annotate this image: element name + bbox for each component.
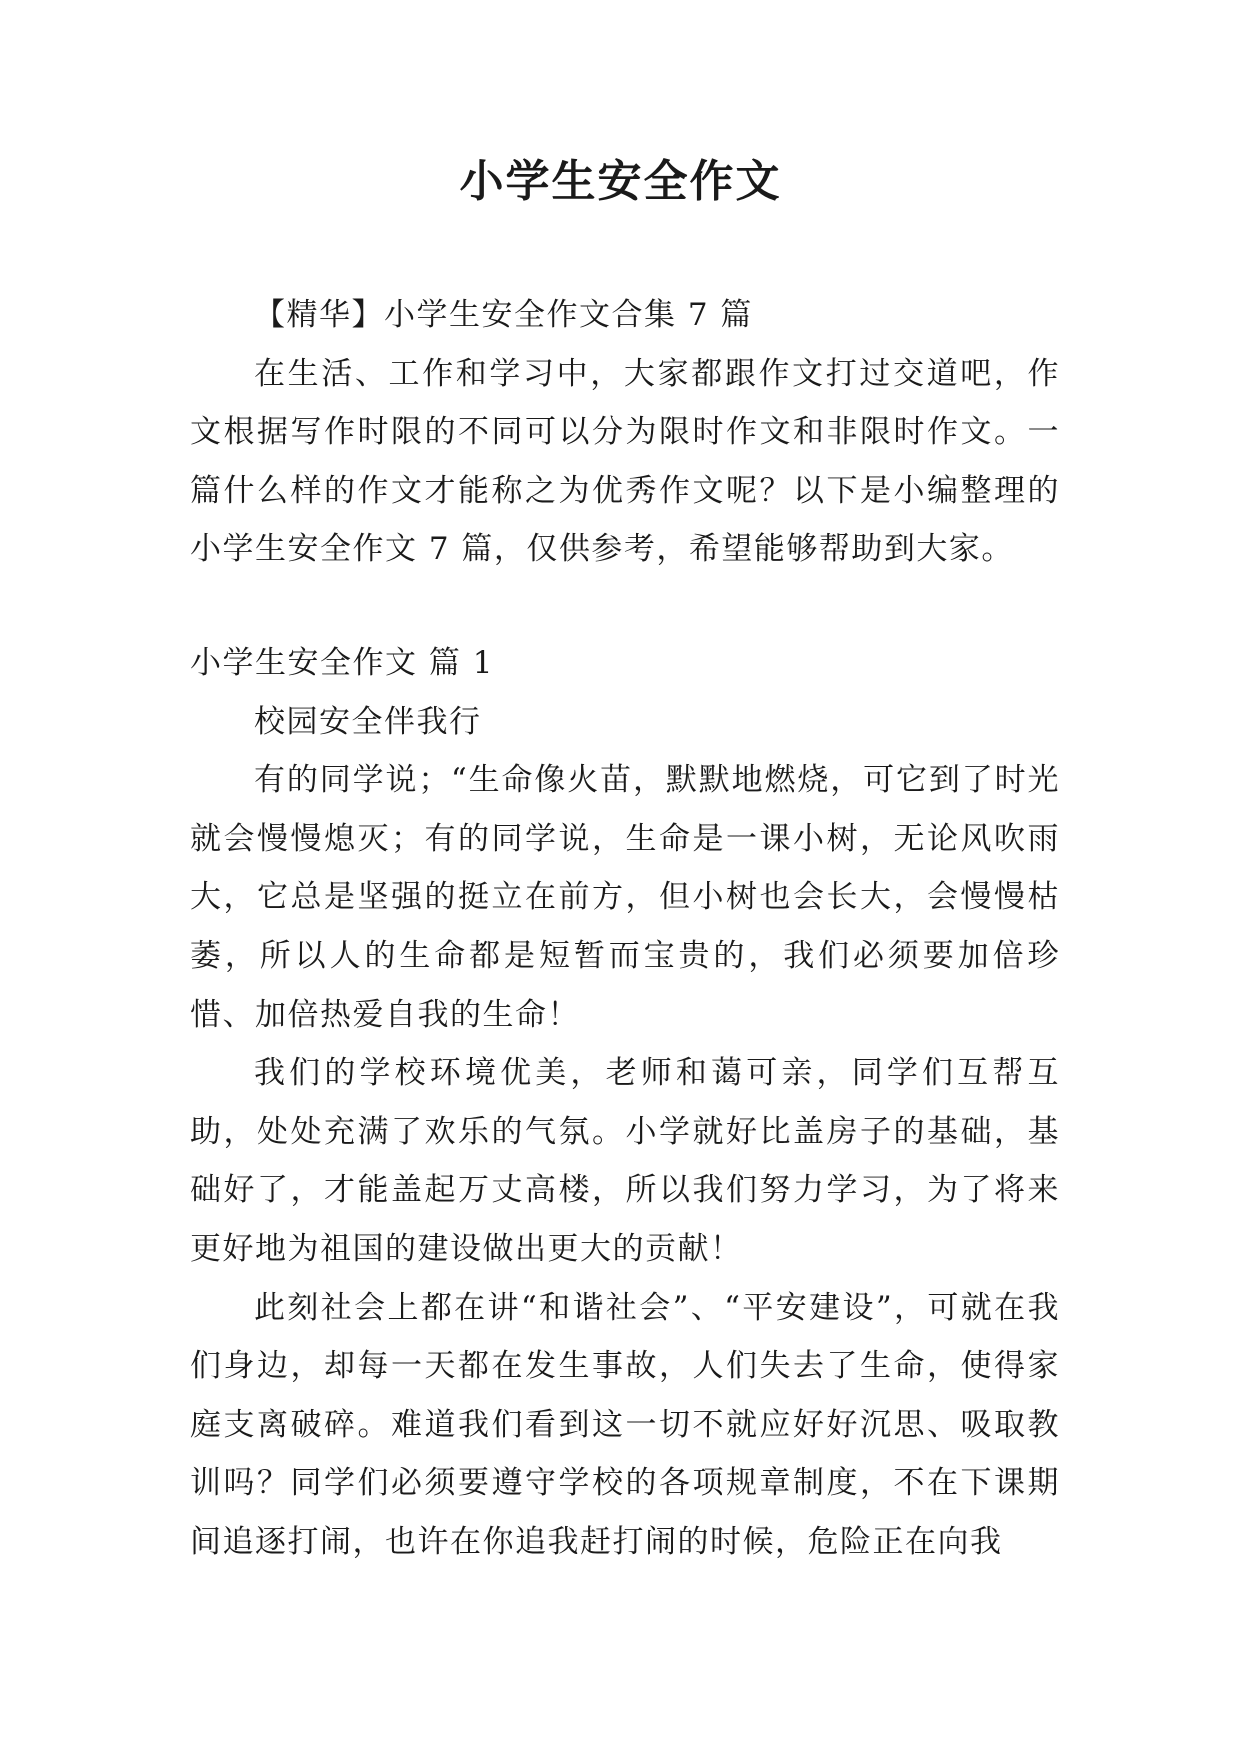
body-paragraph: 有的同学说；“生命像火苗，默默地燃烧，可它到了时光就会慢慢熄灭；有的同学说，生命是一课小树，无论风吹雨大，它总是坚强的挺立在前方，但小树也会长大，会慢慢枯萎，所以人的生命都是短暂而宝贵的，我们必须要加倍珍惜、加倍热爱自我的生命！ [190, 762, 1060, 1033]
essay-title: 校园安全伴我行 [254, 703, 482, 740]
page-title: 小学生安全作文 [459, 156, 782, 207]
section-heading: 小学生安全作文 篇 1 [190, 644, 494, 681]
intro-heading: 【精华】小学生安全作文合集 7 篇 [254, 297, 753, 333]
intro-paragraph: 在生活、工作和学习中，大家都跟作文打过交道吧，作文根据写作时限的不同可以分为限时作文和非限时作文。一篇什么样的作文才能称之为优秀作文呢？以下是小编整理的小学生安全作文 7 篇，仅供参考，希望能够帮助到大家。 [190, 355, 1060, 568]
body-paragraph: 此刻社会上都在讲“和谐社会”、“平安建设”，可就在我们身边，却每一天都在发生事故，人们失去了生命，使得家庭支离破碎。难道我们看到这一切不就应好好沉思、吸取教训吗？同学们必须要遵守学校的各项规章制度，不在下课期间追逐打闹，也许在你追我赶打闹的时候，危险正在向我 [190, 1289, 1060, 1560]
document-body [190, 286, 1060, 1571]
body-paragraph: 我们的学校环境优美，老师和蔼可亲，同学们互帮互助，处处充满了欢乐的气氛。小学就好比盖房子的基础，基础好了，才能盖起万丈高楼，所以我们努力学习，为了将来更好地为祖国的建设做出更大的贡献！ [190, 1055, 1060, 1267]
